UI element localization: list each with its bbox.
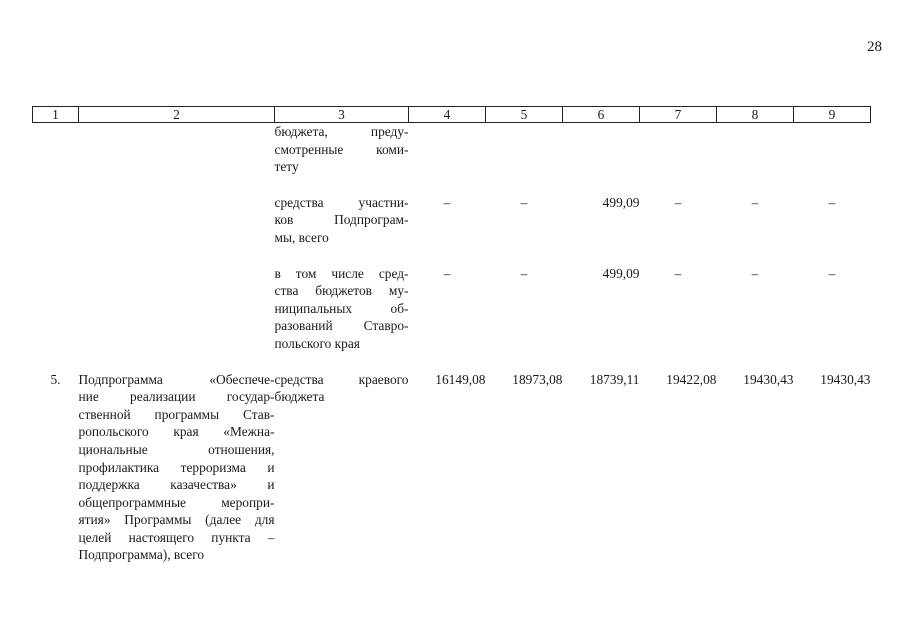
row-number [33,194,79,247]
program-name [79,371,275,565]
funding-source-line: мы, всего [274,229,329,245]
program-name-line: профилактика терроризма и [78,459,275,475]
value-cell [640,123,717,176]
funding-source-line: средства краевого [274,371,409,387]
column-number-header: 1 [33,107,79,123]
table-row [33,371,871,565]
value-cell: – [443,265,451,281]
program-name-line: целей настоящего пункта – [78,529,275,545]
value-cell: 19422,08 [666,371,717,387]
column-number-header: 8 [717,107,794,123]
program-name-line: Подпрограмма), всего [78,547,205,563]
value-cell [794,123,871,176]
program-name [79,123,275,176]
funding-source-line: бюджета, преду- [274,124,409,139]
funding-source-line: ков Подпрограм- [274,212,409,228]
table-row [33,194,871,247]
value-cell: 499,09 [602,194,640,210]
funding-source [275,194,409,247]
column-number-header: 4 [409,107,486,123]
funding-source-line: разований Ставро- [274,318,409,334]
value-cell: – [751,194,759,210]
program-name [79,194,275,247]
column-number-header: 9 [794,107,871,123]
value-cell: – [520,265,528,281]
value-cell: 19430,43 [743,371,794,387]
column-number-header: 7 [640,107,717,123]
row-number [33,123,79,176]
value-cell: – [751,265,759,281]
funding-source-line: тету [274,159,299,175]
value-cell: 18973,08 [512,371,563,387]
program-name-line: циональные отношения, [78,441,275,457]
value-cell: 19430,43 [820,371,871,387]
row-spacer [33,176,871,194]
value-cell [717,123,794,176]
value-cell: 18739,11 [589,371,640,387]
funding-source-line: средства участни- [274,194,409,210]
funding-source-line: бюджета [274,389,325,405]
funding-source-line: польского края [274,335,360,351]
column-number-header: 5 [486,107,563,123]
funding-source [275,371,409,565]
funding-source-line: ства бюджетов му- [274,283,409,299]
value-cell: – [520,194,528,210]
value-cell: – [674,265,682,281]
program-name-line: ропольского края «Межна- [78,424,275,440]
column-number-header: 6 [563,107,640,123]
value-cell [563,123,640,176]
funding-source-line: в том числе сред- [274,265,409,281]
value-cell: – [828,265,836,281]
column-number-header-row [33,107,871,123]
program-name [79,265,275,353]
value-cell [486,123,563,176]
value-cell: – [828,194,836,210]
funding-source [275,123,409,176]
value-cell: – [674,194,682,210]
program-name-line: общепрограммные меропри- [78,494,275,510]
value-cell: 499,09 [602,265,640,281]
value-cell: – [443,194,451,210]
column-number-header: 3 [275,107,409,123]
funding-source-line: смотренные коми- [274,141,409,157]
funding-source [275,265,409,353]
table-row [33,265,871,353]
value-cell [409,123,486,176]
row-number [33,265,79,353]
column-number-header: 2 [79,107,275,123]
page-number: 28 [867,39,882,55]
funding-source-line: ниципальных об- [274,300,409,316]
budget-table [32,106,871,564]
value-cell: 16149,08 [435,371,486,387]
table-row [33,123,871,176]
row-number: 5. [50,371,61,387]
program-name-line: Подпрограмма «Обеспече- [78,371,275,387]
program-name-line: поддержка казачества» и [78,477,275,493]
program-name-line: ние реализации государ- [78,389,275,405]
program-name-line: ственной программы Став- [78,406,275,422]
row-spacer [33,247,871,265]
row-spacer [33,353,871,371]
program-name-line: ятия» Программы (далее для [78,512,275,528]
